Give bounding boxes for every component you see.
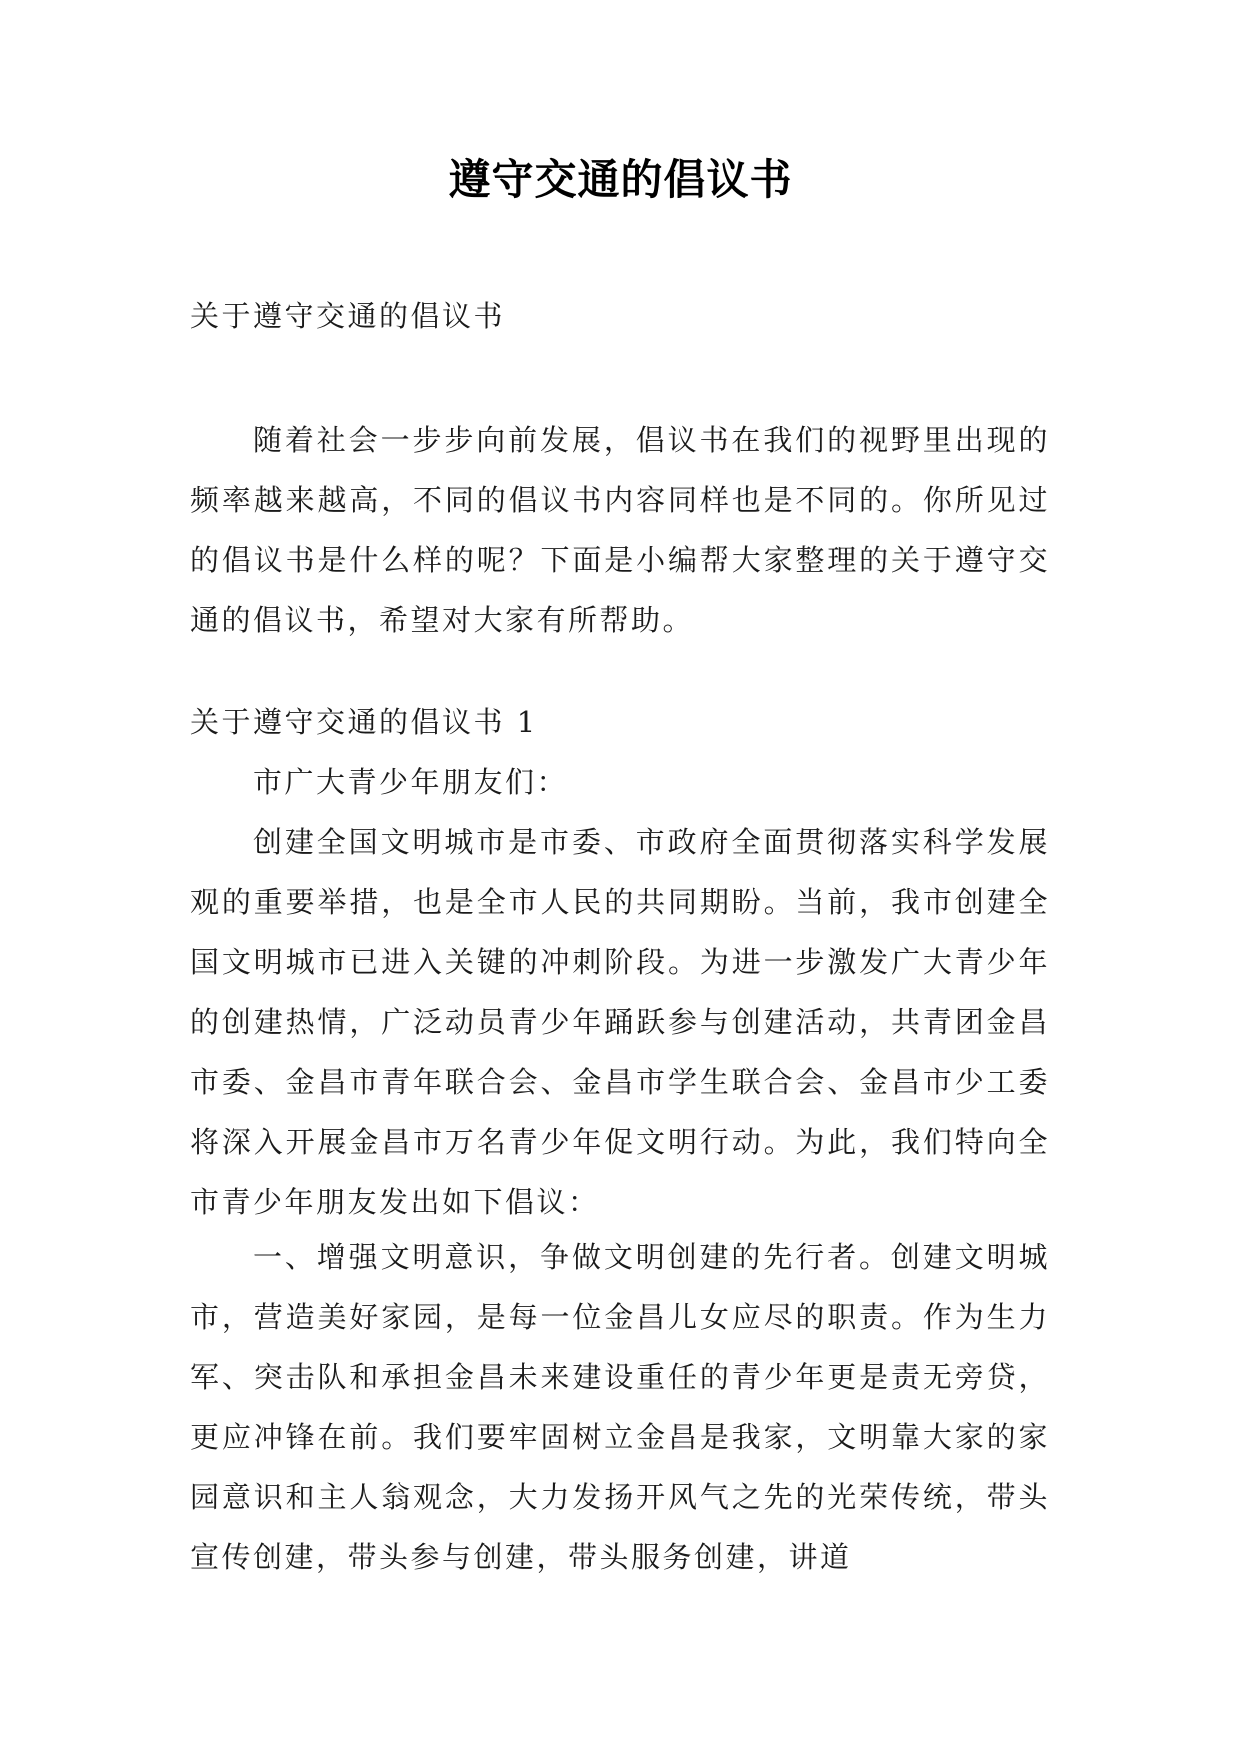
salutation: 市广大青少年朋友们：: [253, 765, 569, 799]
body-paragraph-2: 一、增强文明意识，争做文明创建的先行者。创建文明城市，营造美好家园，是每一位金昌儿女应尽的职责。作为生力军、突击队和承担金昌未来建设重任的青少年更是责无旁贷，更应冲锋在前。我们要牢固树立金昌是我家，文明靠大家的家园意识和主人翁观念，大力发扬开风气之先的光荣传统，带头宣传创建，带头参与创建，带头服务创建，讲道: [190, 1240, 1050, 1574]
intro-paragraph: 随着社会一步步向前发展，倡议书在我们的视野里出现的频率越来越高，不同的倡议书内容同样也是不同的。你所见过的倡议书是什么样的呢？下面是小编帮大家整理的关于遵守交通的倡议书，希望对大家有所帮助。: [190, 423, 1050, 637]
body-paragraph-1: 创建全国文明城市是市委、市政府全面贯彻落实科学发展观的重要举措，也是全市人民的共同期盼。当前，我市创建全国文明城市已进入关键的冲刺阶段。为进一步激发广大青少年的创建热情，广泛动员青少年踊跃参与创建活动，共青团金昌市委、金昌市青年联合会、金昌市学生联合会、金昌市少工委将深入开展金昌市万名青少年促文明行动。为此，我们特向全市青少年朋友发出如下倡议：: [190, 825, 1050, 1219]
document-subtitle: 关于遵守交通的倡议书: [190, 299, 506, 333]
document-title: 遵守交通的倡议书: [448, 155, 793, 204]
section-heading: 关于遵守交通的倡议书 1: [190, 705, 538, 739]
